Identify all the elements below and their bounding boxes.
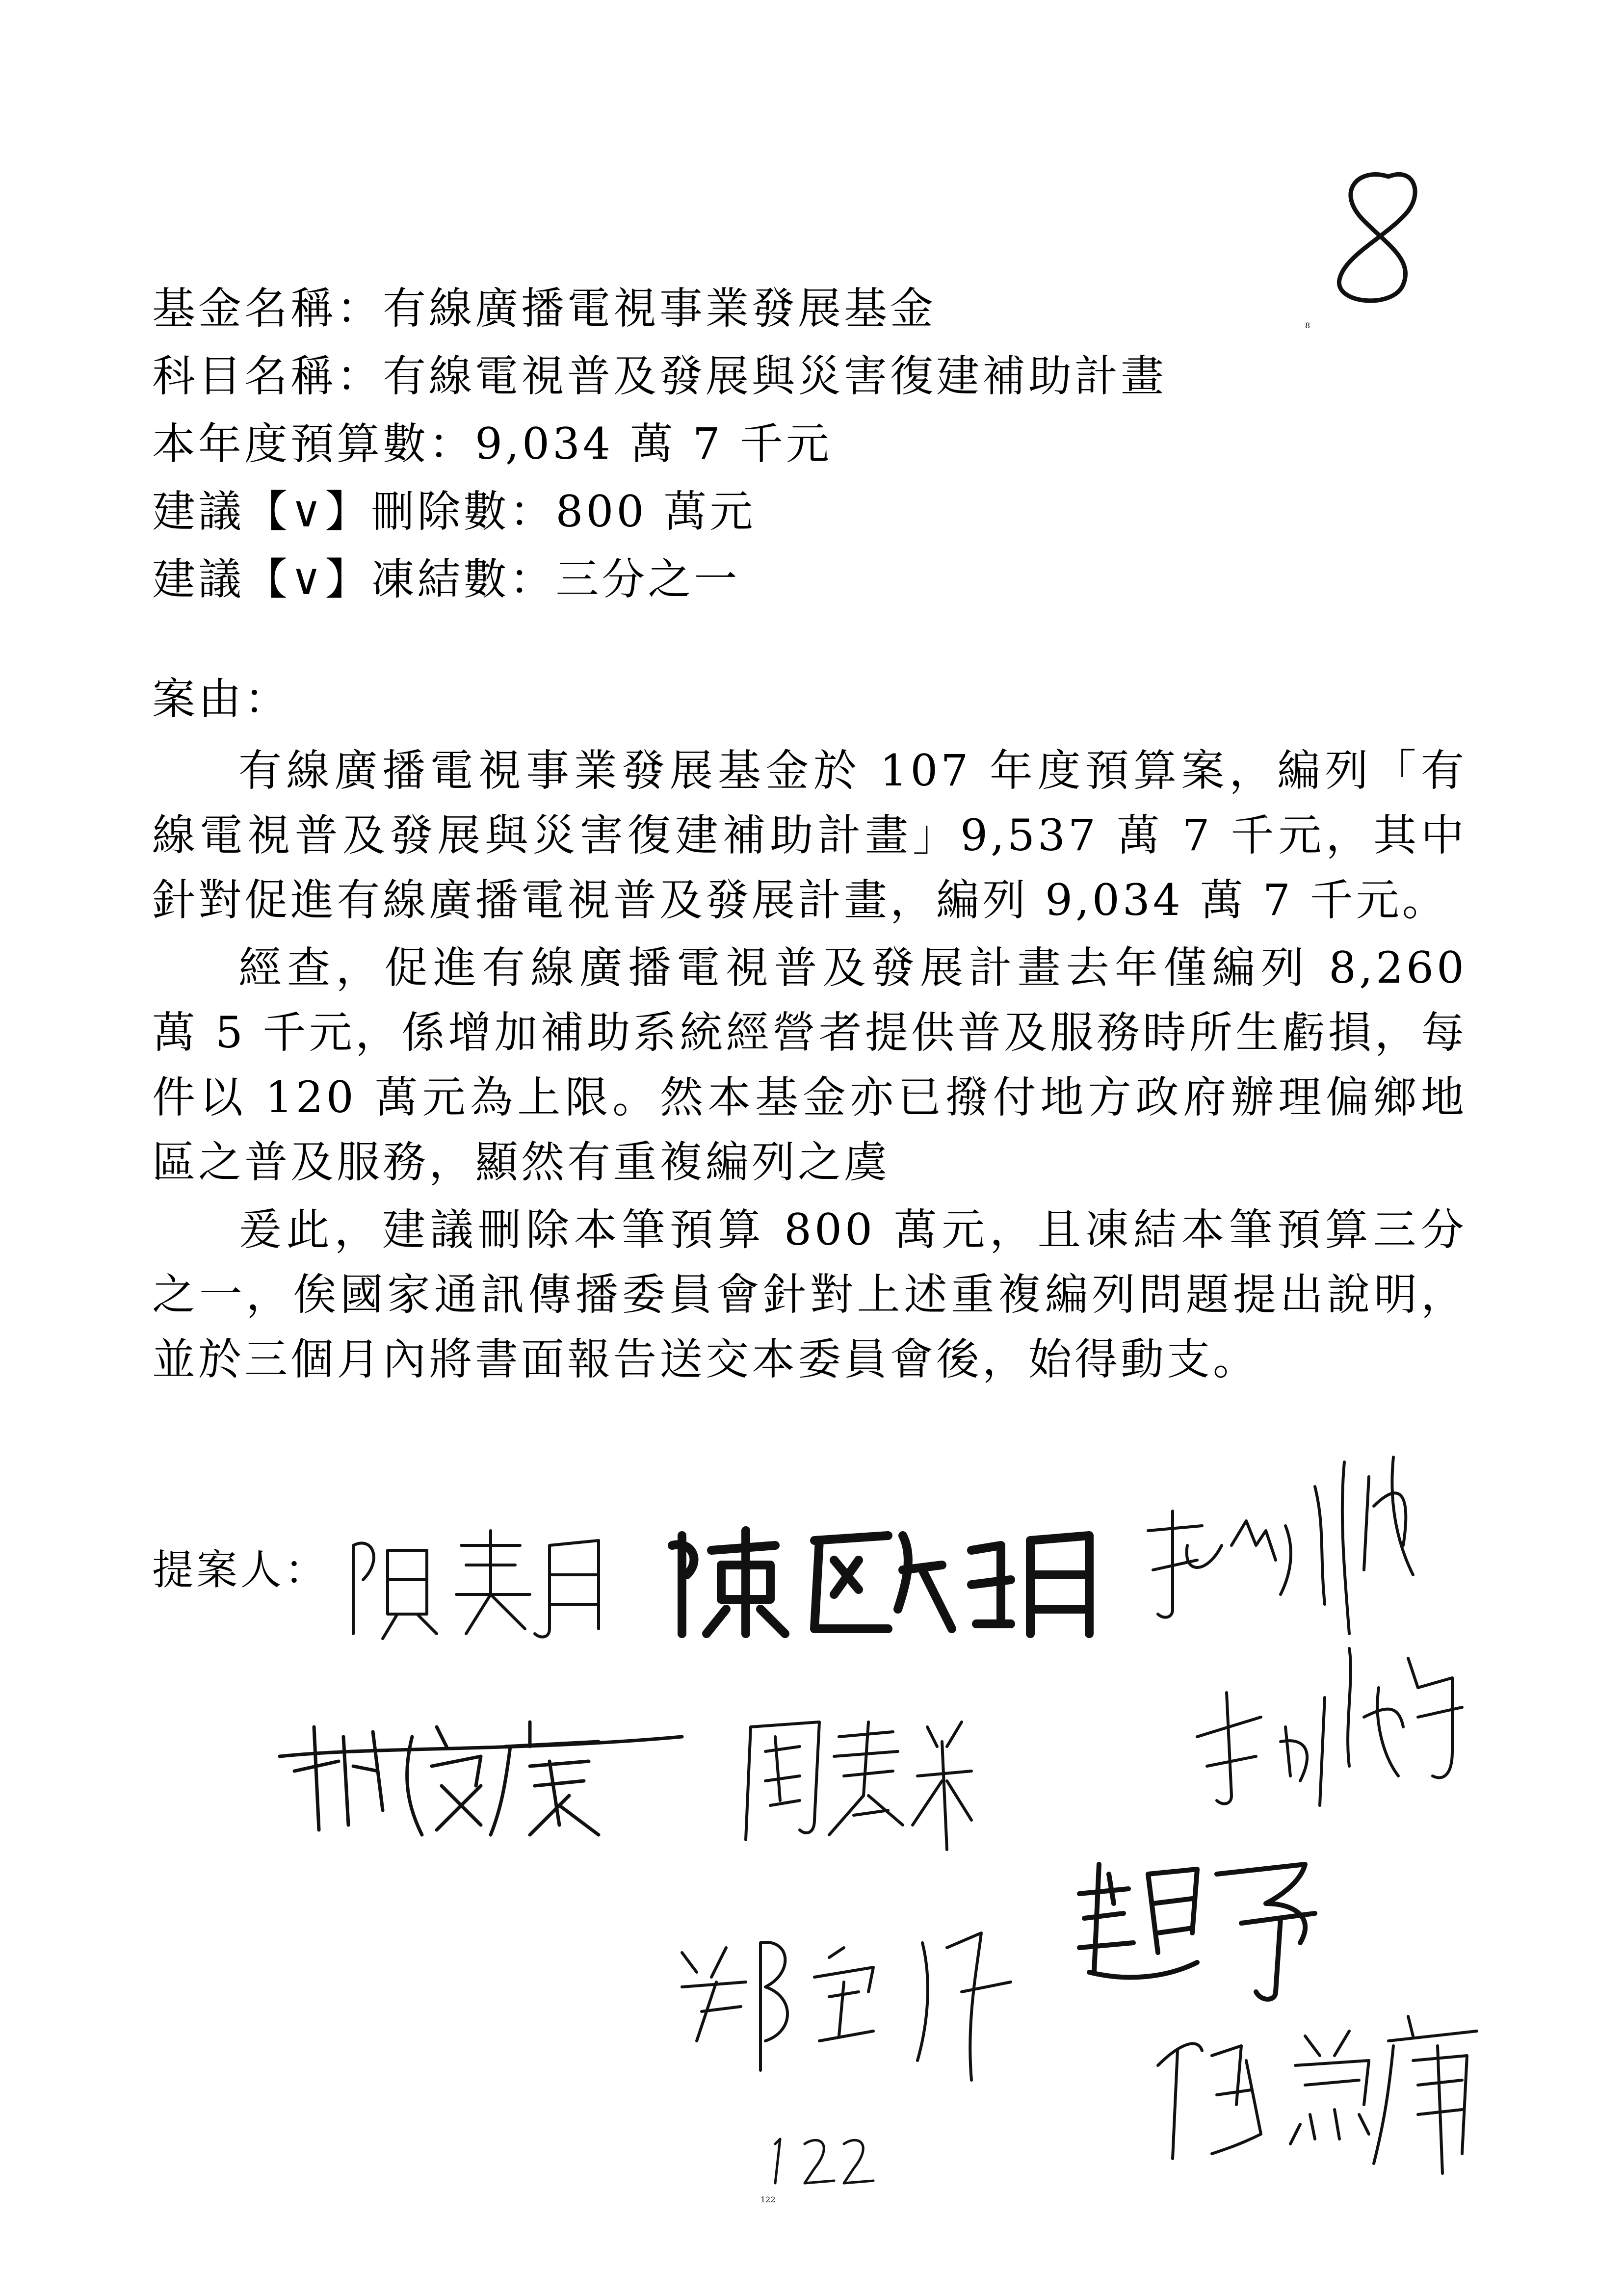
reason-label: 案由：: [152, 674, 291, 724]
reason-paragraph-1: 有線廣播電視事業發展基金於 107 年度預算案，編列「有線電視普及發展與災害復建補助計畫」9,537 萬 7 千元，其中針對促進有線廣播電視普及發展計畫，編列 9,034 萬 7 千元。: [152, 745, 1467, 925]
signature-8-drawing: [1070, 1845, 1344, 2002]
signature-6: [1187, 1629, 1482, 1825]
suggested-deletion: 建議【∨】刪除數：800 萬元: [152, 486, 756, 537]
signature-1: [343, 1516, 618, 1644]
signature-7: [667, 1913, 1040, 2110]
suggested-freeze: 建議【∨】凍結數：三分之一: [152, 554, 740, 604]
reason-body: [152, 738, 1467, 1395]
reason-paragraph-3: 爰此，建議刪除本筆預算 800 萬元，且凍結本筆預算三分之一，俟國家通訊傳播委員會針對上述重複編列問題提出說明，並於三個月內將書面報告送交本委員會後，始得動支。: [152, 1204, 1467, 1384]
signature-1-drawing: [343, 1516, 618, 1644]
document-header: [152, 275, 1477, 613]
signature-9-drawing: [1143, 1997, 1487, 2183]
handwritten-footer-number-drawing: [760, 2124, 878, 2193]
signature-2: [657, 1511, 1109, 1644]
signature-5-drawing: [731, 1707, 976, 1854]
signature-8: [1070, 1845, 1344, 2002]
signature-3: [1138, 1447, 1442, 1653]
signature-6-drawing: [1187, 1629, 1482, 1825]
proposer-label: 提案人：: [152, 1546, 329, 1594]
signature-7-drawing: [667, 1913, 1040, 2110]
signature-5: [731, 1707, 976, 1854]
fund-name: 基金名稱：有線廣播電視事業發展基金: [152, 283, 937, 334]
subject-name: 科目名稱：有線電視普及發展與災害復建補助計畫: [152, 351, 1167, 401]
budget-amount: 本年度預算數：9,034 萬 7 千元: [152, 418, 832, 469]
signature-4-drawing: [275, 1697, 687, 1845]
signature-4: [275, 1697, 687, 1845]
signature-9: [1143, 1997, 1487, 2183]
signature-2-drawing: [657, 1511, 1109, 1644]
reason-paragraph-2: 經查，促進有線廣播電視普及發展計畫去年僅編列 8,260 萬 5 千元，係增加補助系統經營者提供普及服務時所生虧損，每件以 120 萬元為上限。然本基金亦已撥付地方政府辦理偏鄉地區之普及服務，顯然有重複編列之虞: [152, 942, 1467, 1187]
signature-3-drawing: [1138, 1447, 1442, 1653]
handwritten-footer-number: [760, 2124, 878, 2204]
handwritten-footer-number-text: 122: [760, 2195, 776, 2204]
handwritten-page-number-text: 8: [1305, 321, 1310, 330]
